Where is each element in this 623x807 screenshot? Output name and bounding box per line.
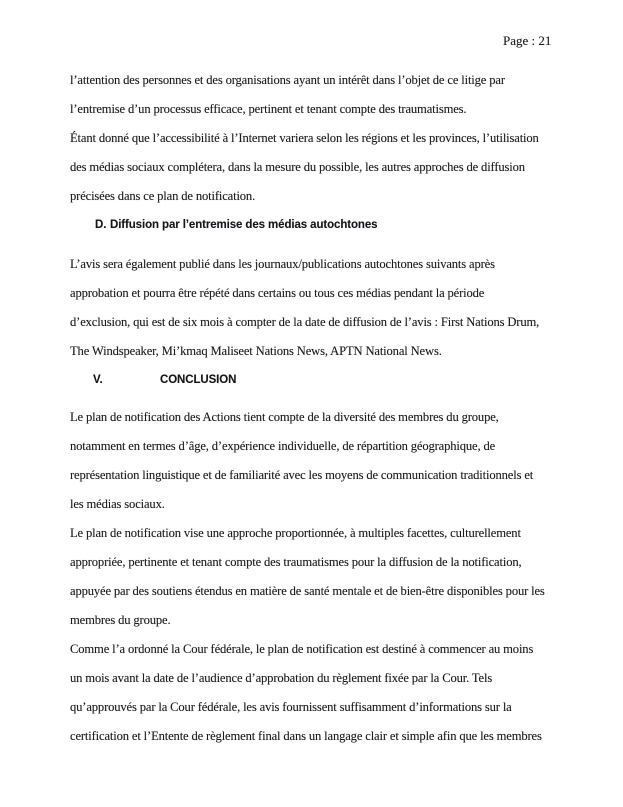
text-line: représentation linguistique et de familiarité avec les moyens de communication traditionnels et: [70, 468, 534, 482]
paragraph: [70, 250, 580, 366]
text-line: Comme l’a ordonné la Cour fédérale, le plan de notification est destiné à commencer au moins: [70, 642, 534, 656]
paragraph: [70, 519, 580, 635]
page-number: Page : 21: [503, 33, 552, 48]
document-body: [70, 66, 580, 751]
text-line: appuyée par des soutiens étendus en matière de santé mentale et de bien-être disponibles pour les: [70, 584, 545, 598]
paragraph: [70, 635, 580, 751]
text-line: Le plan de notification des Actions tient compte de la diversité des membres du groupe,: [70, 410, 499, 424]
text-line: l’attention des personnes et des organisations ayant un intérêt dans l’objet de ce litige par: [70, 73, 505, 87]
text-line: Le plan de notification vise une approche proportionnée, à multiples facettes, culturellement: [70, 526, 521, 540]
text-line: membres du groupe.: [70, 613, 171, 627]
text-line: L’avis sera également publié dans les journaux/publications autochtones suivants après: [70, 257, 495, 271]
section-title: CONCLUSION: [160, 374, 237, 386]
text-line: appropriée, pertinente et tenant compte des traumatismes pour la diffusion de la notification,: [70, 555, 522, 569]
section-title: Diffusion par l’entremise des médias autochtones: [110, 219, 378, 231]
section-heading-v: [70, 366, 580, 395]
paragraph: [70, 66, 580, 124]
section-number: D.: [95, 219, 107, 231]
text-line: approbation et pourra être répété dans certains ou tous ces médias pendant la période: [70, 286, 485, 300]
section-heading-d: [70, 211, 580, 240]
text-line: précisées dans ce plan de notification.: [70, 189, 256, 203]
text-line: Étant donné que l’accessibilité à l’Internet variera selon les régions et les provinces, l’utilisation: [70, 131, 539, 145]
text-line: qu’approuvés par la Cour fédérale, les avis fournissent suffisamment d’informations sur la: [70, 700, 512, 714]
text-line: les médias sociaux.: [70, 497, 165, 511]
text-line: l’entremise d’un processus efficace, pertinent et tenant compte des traumatismes.: [70, 102, 467, 116]
paragraph: [70, 124, 580, 211]
section-number: V.: [93, 374, 103, 386]
text-line: un mois avant la date de l’audience d’approbation du règlement fixée par la Cour. Tels: [70, 671, 493, 685]
paragraph: [70, 403, 580, 519]
text-line: notamment en termes d’âge, d’expérience individuelle, de répartition géographique, de: [70, 439, 496, 453]
text-line: The Windspeaker, Mi’kmaq Maliseet Nations News, APTN National News.: [70, 344, 442, 358]
text-line: certification et l’Entente de règlement final dans un langage clair et simple afin que les membres: [70, 729, 542, 743]
text-line: d’exclusion, qui est de six mois à compter de la date de diffusion de l’avis : First Nations Drum,: [70, 315, 540, 329]
text-line: des médias sociaux complétera, dans la mesure du possible, les autres approches de diffusion: [70, 160, 525, 174]
